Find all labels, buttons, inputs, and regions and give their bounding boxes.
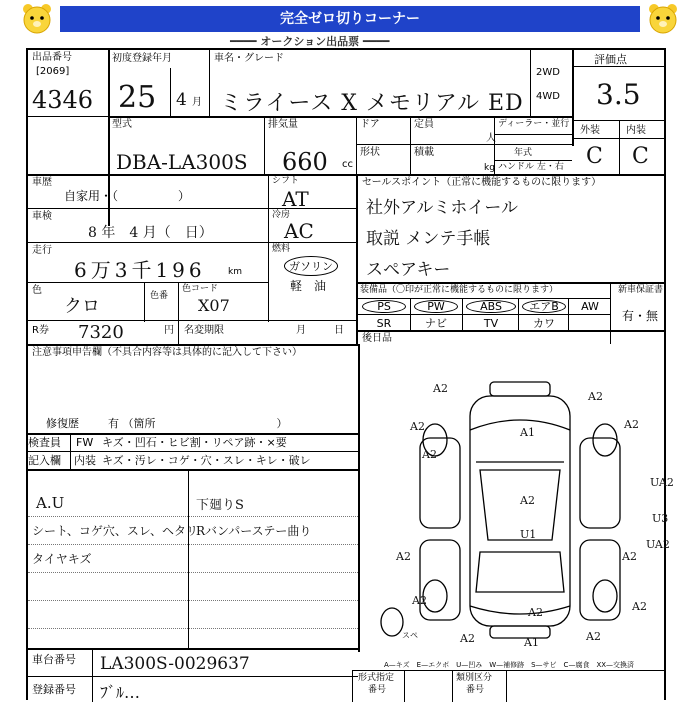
- frame-no-value: LA300S-0029637: [100, 654, 250, 674]
- door-label: ドア: [360, 119, 380, 130]
- auction-sheet: [26, 48, 674, 702]
- mark-a2-10: A2: [528, 606, 543, 619]
- note-right-2: Rバンパーステー曲り: [196, 524, 312, 538]
- inspection-label: 車検: [32, 211, 52, 222]
- name-change-month: 月: [296, 325, 306, 336]
- mark-ua2-2: UA2: [646, 538, 670, 551]
- color-code-value: X07: [198, 296, 230, 315]
- sales-line-1: 社外アルミホイール: [366, 198, 518, 218]
- yen-unit: 円: [164, 325, 174, 336]
- lot-code: [2069]: [36, 66, 70, 77]
- mascot-bear-left-icon: [20, 2, 54, 36]
- color-no-label: 色番: [150, 291, 169, 301]
- equip-pw: PW: [414, 300, 458, 313]
- type-spec-label: 形式指定: [358, 673, 395, 683]
- aircon-label: 冷房: [272, 210, 291, 220]
- damage-diagram: [380, 370, 660, 656]
- mark-a2-11: A2: [460, 632, 475, 645]
- equipment-label: 装備品（〇印が正常に機能するものに限ります）: [360, 285, 559, 295]
- shift-value: AT: [282, 187, 309, 211]
- year-model-label: 年式: [514, 148, 533, 158]
- note-left-2: シート、コゲ穴、スレ、ヘタリ: [32, 524, 198, 538]
- equip-ps: PS: [362, 300, 406, 313]
- displacement-label: 排気量: [268, 119, 298, 130]
- mascot-bear-right-icon: [646, 2, 680, 36]
- color-code-label: 色コード: [182, 284, 219, 294]
- mark-a2-6: A2: [520, 494, 535, 507]
- fw-label: FW: [76, 436, 94, 449]
- fuel-alt: 軽 油: [290, 279, 327, 293]
- exterior-grade: C: [586, 144, 603, 169]
- note-right-1: 下廻りS: [196, 498, 244, 513]
- interior-items: キズ・汚レ・コゲ・穴・スレ・キレ・破レ: [102, 454, 311, 467]
- shift-label: シフト: [272, 176, 300, 186]
- category-number-label: 番号: [466, 685, 485, 695]
- equip-tv: TV: [483, 317, 499, 330]
- first-reg-month: 4: [176, 90, 187, 110]
- equip-airbag: エアB: [522, 300, 566, 313]
- interior-row-label: 内装: [74, 454, 96, 467]
- name-change-day: 日: [334, 325, 344, 336]
- color-label: 色: [32, 285, 42, 296]
- mark-a2-3: A2: [410, 420, 425, 433]
- score-value: 3.5: [596, 78, 641, 111]
- equip-navi: ナビ: [425, 317, 447, 330]
- damage-legend: A—キズ E—エクボ U—凹み W—補修跡 S—サビ C—腐食 XX—交換済: [384, 661, 635, 669]
- model-value: DBA-LA300S: [116, 150, 248, 174]
- aircon-value: AC: [284, 219, 314, 243]
- score-label: 評価点: [594, 53, 627, 66]
- kg-unit: kg: [484, 163, 495, 173]
- name-change-label: 名変期限: [184, 325, 224, 336]
- mileage-label: 走行: [32, 245, 52, 256]
- reg-no-value: ﾌﾞﾙ…: [100, 683, 141, 702]
- exterior-label: 外装: [580, 125, 600, 136]
- rear-seat-label: 後日品: [362, 333, 392, 344]
- repair-label: 修復歴: [46, 417, 79, 430]
- fuel-circled: ガソリン: [284, 256, 338, 276]
- mark-u3: U3: [652, 512, 669, 525]
- recycle-value: 7320: [78, 322, 124, 343]
- cc-unit: cc: [342, 159, 353, 170]
- category-label: 類別区分: [456, 673, 493, 683]
- frame-no-label: 車台番号: [32, 653, 76, 666]
- color-value: クロ: [64, 296, 100, 317]
- mileage-value: 6万3千196: [74, 258, 206, 282]
- history-label: 車歴: [32, 177, 52, 188]
- dealer-label: ディーラー・並行: [498, 119, 570, 129]
- mark-a1-2: A1: [524, 636, 539, 649]
- mark-a2-9: A2: [412, 594, 427, 607]
- sheet-top-cut-title: ━━━━ オークション出品票 ━━━━: [230, 35, 390, 48]
- handle-label: ハンドル 左・右: [498, 162, 564, 172]
- equip-abs: ABS: [466, 300, 516, 313]
- mark-a2-13: A2: [632, 600, 647, 613]
- note-left-3: タイヤキズ: [32, 552, 92, 566]
- type-spec-number-label: 番号: [368, 685, 387, 695]
- mark-a2-8: A2: [622, 550, 637, 563]
- month-unit: 月: [192, 97, 202, 108]
- fuel-label: 燃料: [272, 244, 291, 254]
- displacement-value: 660: [282, 148, 328, 176]
- mark-a2-5: A2: [422, 448, 437, 461]
- sales-point-label: セールスポイント（正常に機能するものに限ります）: [362, 177, 602, 188]
- mark-a2-2: A2: [588, 390, 603, 403]
- history-value: 自家用・（ ）: [64, 189, 191, 203]
- mark-a2-7: A2: [396, 550, 411, 563]
- new-warranty-label: 新車保証書: [618, 285, 664, 295]
- inspector-label: 検査員: [28, 436, 61, 449]
- mark-spare: スペ: [402, 631, 418, 640]
- repair-value: 有 （箇所 ）: [108, 417, 288, 430]
- 2wd-label: 2WD: [536, 67, 560, 78]
- reg-no-label: 登録番号: [32, 683, 76, 696]
- note-left-1: A.U: [36, 494, 65, 512]
- sales-line-3: スペアキー: [366, 260, 451, 280]
- warranty-options: 有・無: [621, 309, 658, 323]
- car-name: ミライース X メモリアル ED: [220, 91, 524, 116]
- mark-a2-4: A2: [624, 418, 639, 431]
- header-title: 完全ゼロ切りコーナー: [60, 6, 640, 32]
- interior-grade: C: [632, 144, 649, 169]
- first-reg-year: 25: [118, 80, 157, 115]
- body-shape-label: 形状: [360, 147, 380, 158]
- fw-items: キズ・凹石・ヒビ割・リペア跡・×要: [102, 436, 287, 449]
- car-name-label: 車名・グレード: [214, 53, 284, 64]
- load-label: 積載: [414, 147, 434, 158]
- mark-a2-1: A2: [433, 382, 448, 395]
- mark-a2-12: A2: [586, 630, 601, 643]
- mark-a1-1: A1: [520, 426, 535, 439]
- equip-leather: カワ: [533, 317, 555, 330]
- equip-sr: SR: [376, 317, 392, 330]
- notes-label: 注意事項申告欄（不具合内容等は具体的に記入して下さい）: [32, 347, 302, 358]
- first-reg-label: 初度登録年月: [112, 53, 172, 64]
- mark-ua2-1: UA2: [650, 476, 674, 489]
- recycle-label: R券: [32, 325, 49, 336]
- equip-aw: AW: [581, 300, 599, 313]
- lot-number: 4346: [32, 86, 94, 114]
- entry-label: 記入欄: [28, 454, 61, 467]
- interior-label: 内装: [626, 125, 646, 136]
- person-unit: 人: [486, 133, 496, 144]
- km-unit: km: [228, 267, 242, 277]
- sales-line-2: 取説 メンテ手帳: [366, 229, 491, 249]
- 4wd-label: 4WD: [536, 91, 560, 102]
- inspection-value: 8 年 4 月（ 日）: [88, 225, 213, 241]
- lot-no-label: 出品番号: [32, 52, 72, 63]
- mark-u1: U1: [520, 528, 537, 541]
- capacity-label: 定員: [414, 119, 434, 130]
- model-label: 型式: [112, 119, 132, 130]
